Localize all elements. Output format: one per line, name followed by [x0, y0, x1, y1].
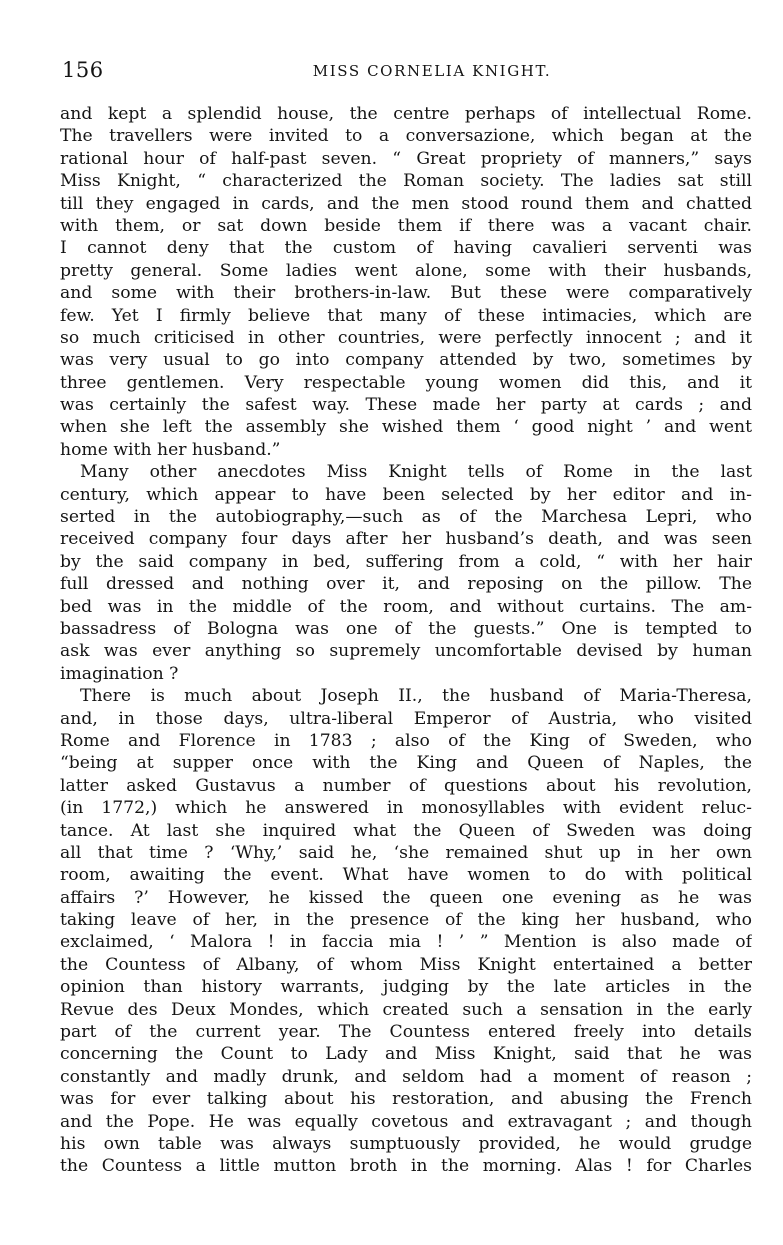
text-line: exclaimed, ‘ Malora ! in faccia mia ! ’ ” Mention is also made of — [60, 932, 752, 953]
text-line: rational hour of half-past seven. “ Great propriety of manners,” says — [60, 148, 752, 169]
text-line: Rome and Florence in 1783 ; also of the King of Sweden, who — [60, 730, 752, 751]
text-line: (in 1772,) which he answered in monosyllables with evident reluc- — [60, 798, 752, 819]
page-header — [62, 58, 752, 84]
text-line: Revue des Deux Mondes, which created such a sensation in the early — [60, 999, 752, 1020]
text-line: full dressed and nothing over it, and reposing on the pillow. The — [60, 574, 752, 595]
text-line: “being at supper once with the King and Queen of Naples, the — [60, 753, 752, 774]
text-line: latter asked Gustavus a number of questions about his revolution, — [60, 775, 752, 796]
body-text — [60, 103, 752, 1178]
text-line: was very usual to go into company attended by two, sometimes by — [60, 350, 752, 371]
text-line: constantly and madly drunk, and seldom had a moment of reason ; — [60, 1066, 752, 1087]
text-line: concerning the Count to Lady and Miss Knight, said that he was — [60, 1044, 752, 1065]
text-line: and kept a splendid house, the centre perhaps of intellectual Rome. — [60, 104, 752, 124]
page-number: 156 — [62, 58, 104, 82]
text-line: when she left the assembly she wished them ‘ good night ’ and went — [60, 417, 752, 438]
text-line: so much criticised in other countries, were perfectly innocent ; and it — [60, 327, 752, 348]
text-line: affairs ?’ However, he kissed the queen one evening as he was — [60, 887, 752, 908]
text-line: ask was ever anything so supremely uncomfortable devised by human — [60, 641, 752, 662]
text-line: room, awaiting the event. What have women to do with political — [60, 865, 752, 886]
text-line: by the said company in bed, suffering from a cold, “ with her hair — [60, 551, 752, 572]
text-line: imagination ? — [60, 663, 179, 684]
text-line: was certainly the safest way. These made her party at cards ; and — [60, 395, 752, 416]
text-line: Many other anecdotes Miss Knight tells of Rome in the last — [80, 462, 752, 483]
text-line: and the Pope. He was equally covetous and extravagant ; and though — [60, 1111, 752, 1132]
text-line: part of the current year. The Countess entered freely into details — [60, 1022, 752, 1043]
text-line: There is much about Joseph II., the husband of Maria-Theresa, — [80, 686, 752, 707]
text-line: century, which appear to have been selected by her editor and in- — [60, 484, 752, 505]
text-line: received company four days after her husband’s death, and was seen — [60, 529, 752, 550]
text-line: three gentlemen. Very respectable young women did this, and it — [60, 372, 752, 393]
text-line: The travellers were invited to a conversazione, which began at the — [60, 126, 752, 147]
text-line: taking leave of her, in the presence of the king her husband, who — [60, 910, 752, 931]
text-line: and, in those days, ultra-liberal Emperor of Austria, who visited — [60, 708, 752, 729]
text-line: was for ever talking about his restoration, and abusing the French — [60, 1089, 752, 1110]
text-line: and some with their brothers-in-law. But these were comparatively — [60, 283, 752, 304]
text-line: tance. At last she inquired what the Queen of Sweden was doing — [60, 820, 752, 841]
text-line: with them, or sat down beside them if there was a vacant chair. — [60, 215, 752, 236]
text-line: the Countess of Albany, of whom Miss Knight entertained a better — [60, 954, 752, 975]
text-line: pretty general. Some ladies went alone, some with their husbands, — [60, 260, 752, 281]
text-line: serted in the autobiography,—such as of the Marchesa Lepri, who — [60, 507, 752, 528]
text-line: his own table was always sumptuously provided, he would grudge — [60, 1133, 752, 1154]
running-title: MISS CORNELIA KNIGHT. — [312, 62, 552, 80]
text-line: home with her husband.” — [60, 439, 281, 460]
text-line: few. Yet I firmly believe that many of these intimacies, which are — [60, 305, 752, 326]
text-line: all that time ? ‘Why,’ said he, ‘she remained shut up in her own — [60, 842, 752, 863]
text-line: Miss Knight, “ characterized the Roman society. The ladies sat still — [60, 171, 752, 192]
text-line: I cannot deny that the custom of having cavalieri serventi was — [60, 238, 752, 259]
text-line: bassadress of Bologna was one of the guests.” One is tempted to — [60, 618, 752, 639]
text-line: the Countess a little mutton broth in the morning. Alas ! for Charles — [60, 1156, 752, 1177]
text-line: opinion than history warrants, judging by the late articles in the — [60, 977, 752, 998]
text-line: bed was in the middle of the room, and without curtains. The am- — [60, 596, 752, 617]
text-line: till they engaged in cards, and the men stood round them and chatted — [60, 193, 752, 214]
